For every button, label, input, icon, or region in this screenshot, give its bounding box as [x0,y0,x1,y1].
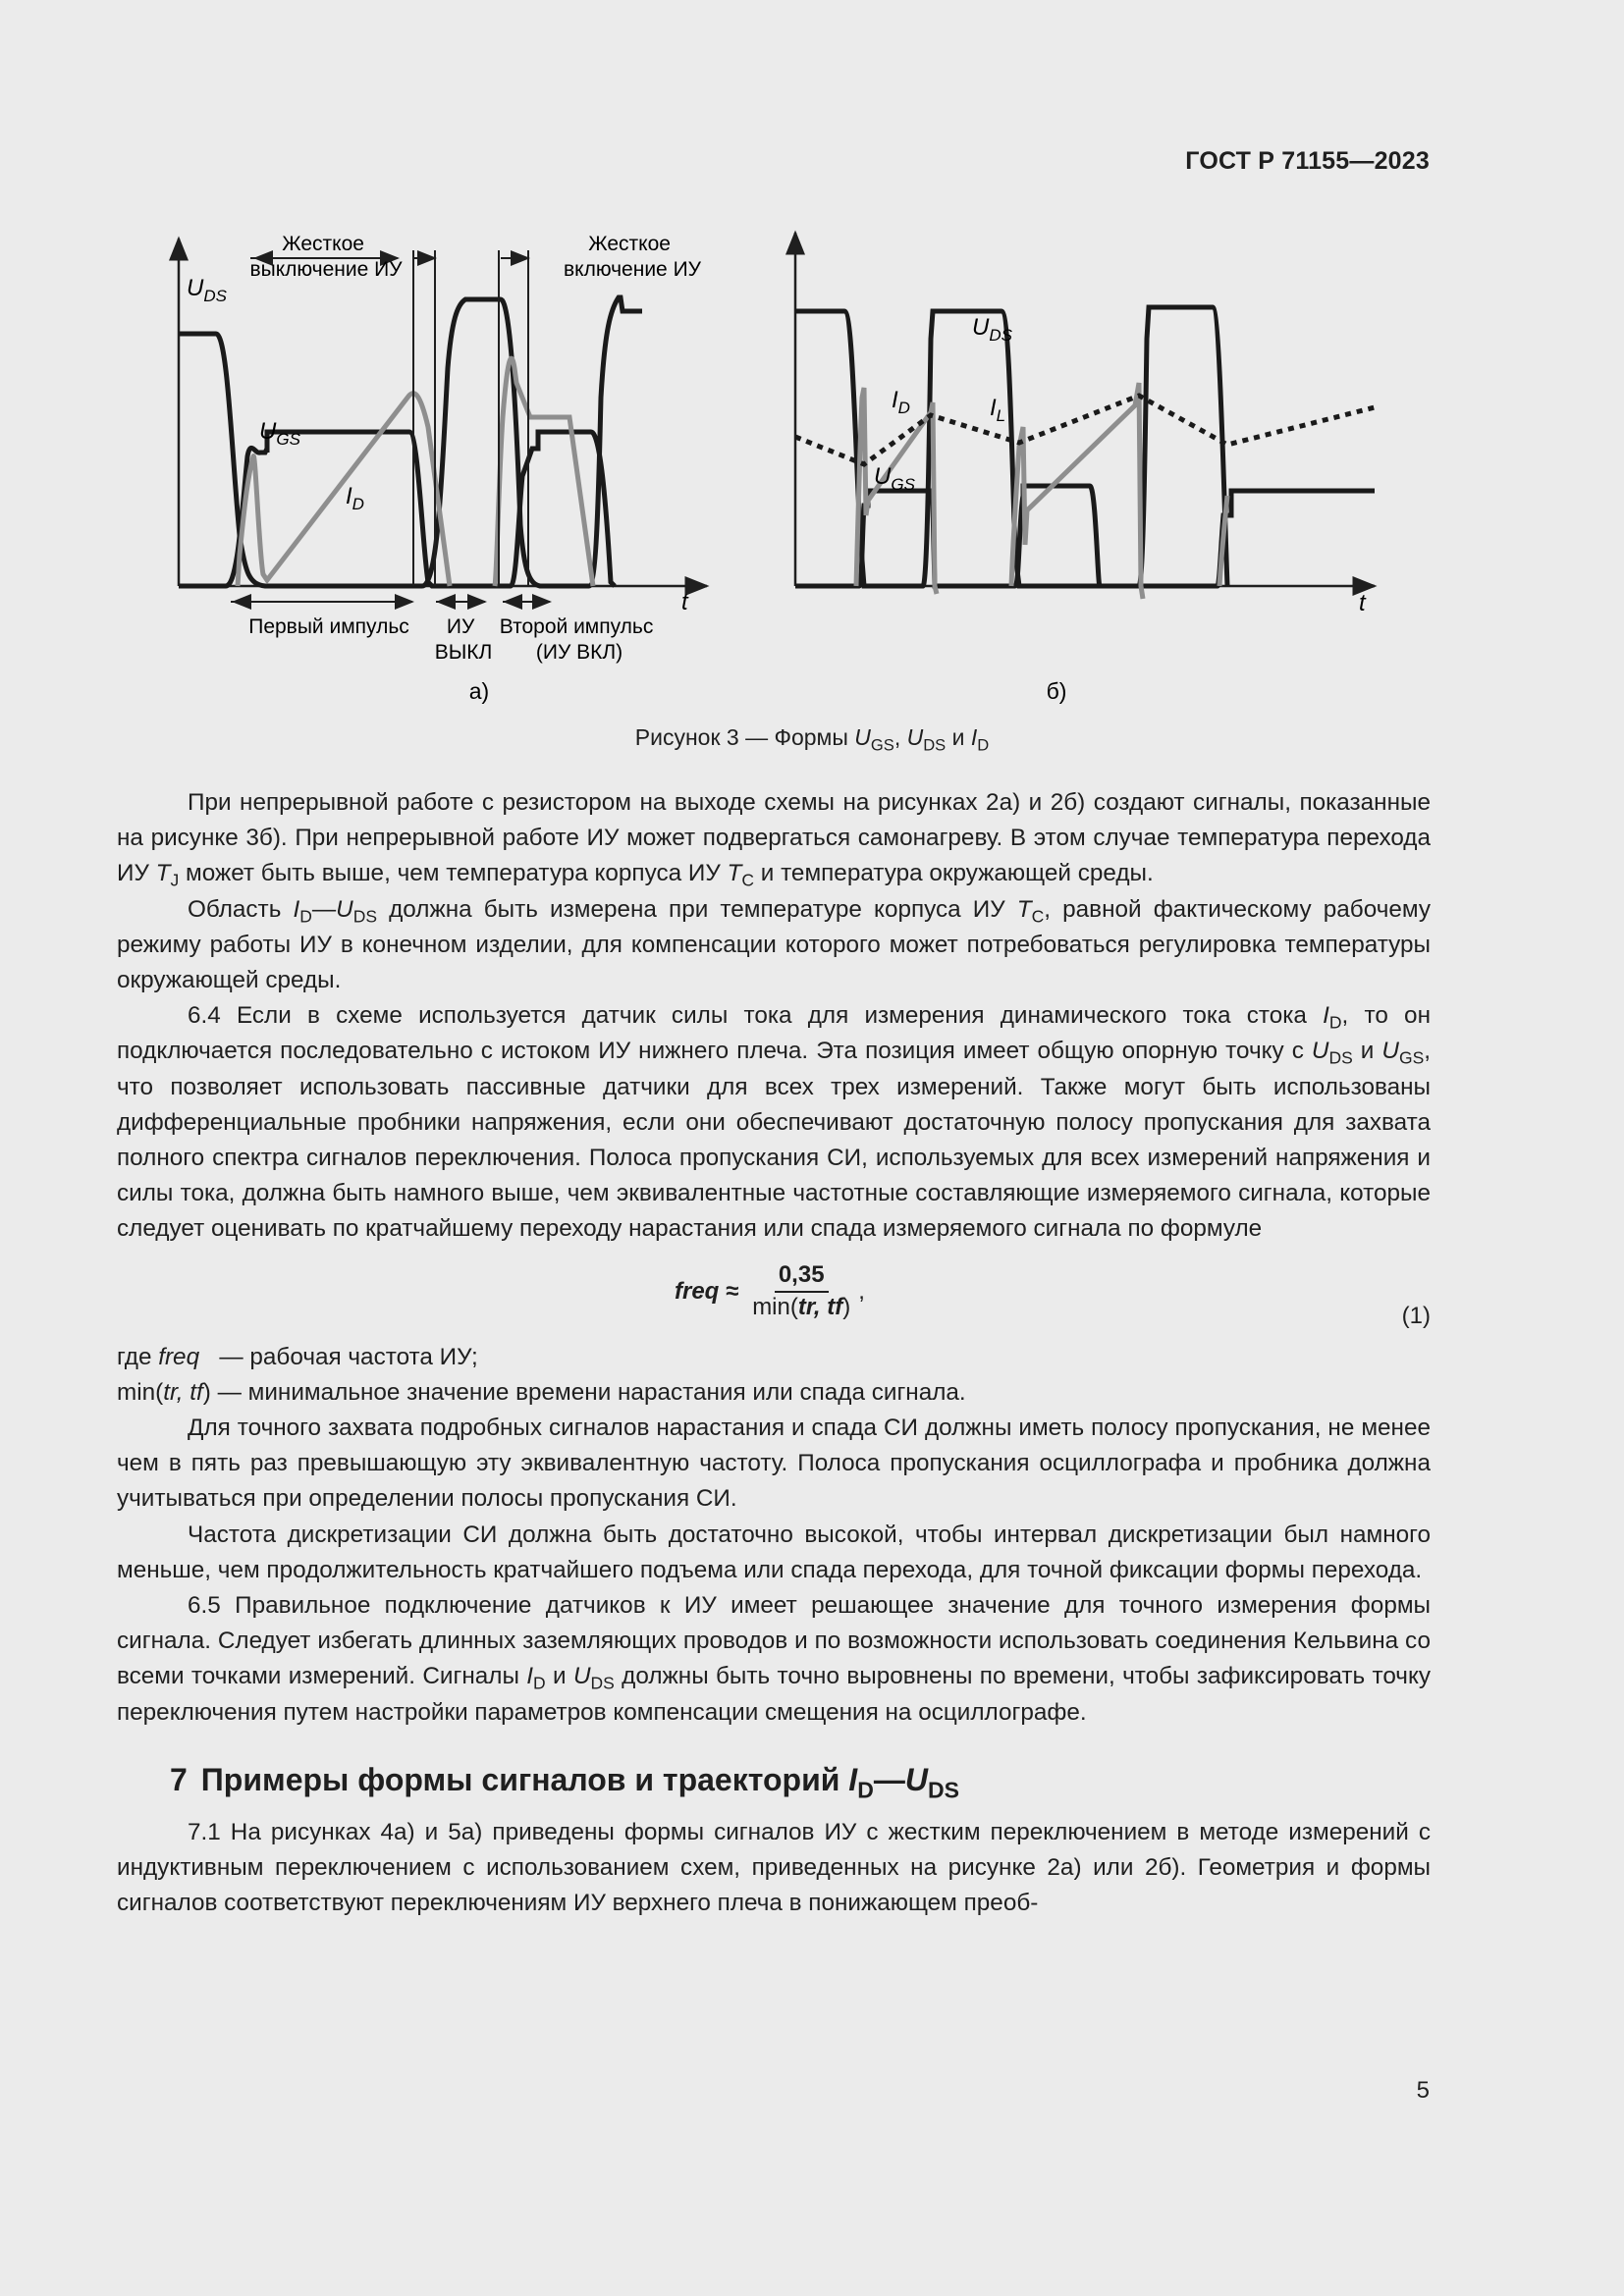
figure-panel-b [766,221,1394,712]
ugs-waveform-b [795,486,1375,586]
label-id: $I_D$ [346,483,364,513]
label-uds: $U_{DS}$ [187,275,227,305]
id-waveform [238,358,593,586]
formula-comma: , [858,1277,865,1305]
formula-fraction [748,1261,854,1322]
label-ugs-b: $U_{GS}$ [874,463,915,494]
panel-a-label: а) [468,678,490,704]
formula-row [117,1252,1431,1340]
page-number: 5 [1416,2077,1430,2104]
label-hard-on [564,233,702,281]
equation-number: (1) [1401,1302,1431,1329]
label-il-b: $I_L$ [990,395,1006,425]
label-hard-off [249,233,403,281]
figure-panel-a [157,221,727,712]
formula-numerator: 0,35 [775,1261,829,1293]
label-hard-on-l2: включение ИУ [563,258,702,281]
paragraph-6-5: 6.5 Правильное подключение датчиков к ИУ имеет решающее значение для точного измерения формы сигнала. Следует избегать длинных заземляющих проводов и по возможности использовать соединения Кельвина со всеми точками измерений. Сигналы $I_D$ и $U_{DS}$ должны быть точно выровнены по времени, чтобы зафиксировать точку переключения путем настройки параметров компенсации смещения на осциллографе. [117,1592,1432,1726]
paragraph-5: Частота дискретизации СИ должна быть достаточно высокой, чтобы интервал дискретизации был намного меньше, чем продолжительность кратчайшего подъема или спада перехода, для точной фиксации формы перехода. [117,1521,1431,1583]
label-t-b: t [1359,590,1366,616]
panel-b-label: б) [1046,678,1067,704]
figure-caption: Рисунок 3 — Формы $U_{GS}$, $U_{DS}$ и $I_D$ [634,724,990,755]
standard-header: ГОСТ Р 71155—2023 [1185,147,1430,175]
paragraph-6-4: 6.4 Если в схеме используется датчик силы тока для измерения динамического тока стока $I_D$, то он подключается последовательно с истоком ИУ нижнего плеча. Эта позиция имеет общую опорную точку с $U_{DS}$ и $U_{GS}$, что позволяет использовать пассивные датчики для всех трех измерений. Также могут быть использованы дифференциальные пробники напряжения, если они обеспечивают достаточную полосу пропускания для захвата полного спектра сигналов переключения. Полоса пропускания СИ, используемых для всех измерений напряжения и силы тока, должна быть намного выше, чем эквивалентные частотные составляющие измеряемого сигнала, которые следует оценивать по кратчайшему переходу нарастания или спада измеряемого сигнала по формуле [117,1002,1431,1243]
formula-lhs: freq ≈ [675,1277,739,1305]
label-off-l2: ВЫКЛ [434,641,493,664]
label-second-pulse-l1: Второй импульс [499,615,654,638]
label-id-b: $I_D$ [892,387,910,417]
formula-denominator: min(tr, tf) [752,1293,851,1320]
formula [675,1261,865,1322]
label-hard-off-l1: Жесткое [282,233,364,255]
paragraph-2: Область $I_D—U_{DS}$ должна быть измерена при температуре корпуса ИУ $T_C$, равной фактическому рабочему режиму работы ИУ в конечном изделии, для компенсации которого может потребоваться регулировка температуры окружающей среды. [117,895,1431,994]
label-second-pulse-l2: (ИУ ВКЛ) [535,641,623,664]
label-uds-b: $U_{DS}$ [972,314,1012,345]
paragraph-4: Для точного захвата подробных сигналов нарастания и спада СИ должны иметь полосу пропускания, не менее чем в пять раз превышающую эту эквивалентную частоту. Полоса пропускания осциллографа и пробника должна учитываться при определении полосы пропускания СИ. [117,1415,1431,1513]
label-off [435,615,493,664]
section-7-heading: 7 Примеры формы сигналов и траекторий $I_D—U_{DS}$ [170,1761,959,1803]
label-ugs: $U_{GS}$ [259,418,300,449]
label-first-pulse: Первый импульс [248,615,409,638]
body-text [117,785,1431,1921]
where-line-2: min(tr, tf) — минимальное значение времени нарастания или спада сигнала. [117,1378,966,1406]
paragraph-7-1: 7.1 На рисунках 4а) и 5а) приведены формы сигналов ИУ с жестким переключением в методе измерений с индуктивным переключением с использованием схем, приведенных на рисунке 2а) или 2б). Геометрия и формы сигналов соответствуют переключениям ИУ верхнего плеча в понижающем преоб- [117,1818,1431,1917]
label-off-l1: ИУ [446,615,475,638]
where-line-1: где freq — рабочая частота ИУ; [117,1343,478,1370]
label-hard-off-l2: выключение ИУ [249,258,403,281]
label-t: t [681,589,688,615]
paragraph-1: При непрерывной работе с резистором на выходе схемы на рисунках 2а) и 2б) создают сигналы, показанные на рисунке 3б). При непрерывной работе ИУ может подвергаться самонагреву. В этом случае температура перехода ИУ $T_J$ может быть выше, чем температура корпуса ИУ $T_C$ и температура окружающей среды. [117,789,1431,890]
label-second-pulse [500,615,659,664]
label-hard-on-l1: Жесткое [588,233,671,255]
